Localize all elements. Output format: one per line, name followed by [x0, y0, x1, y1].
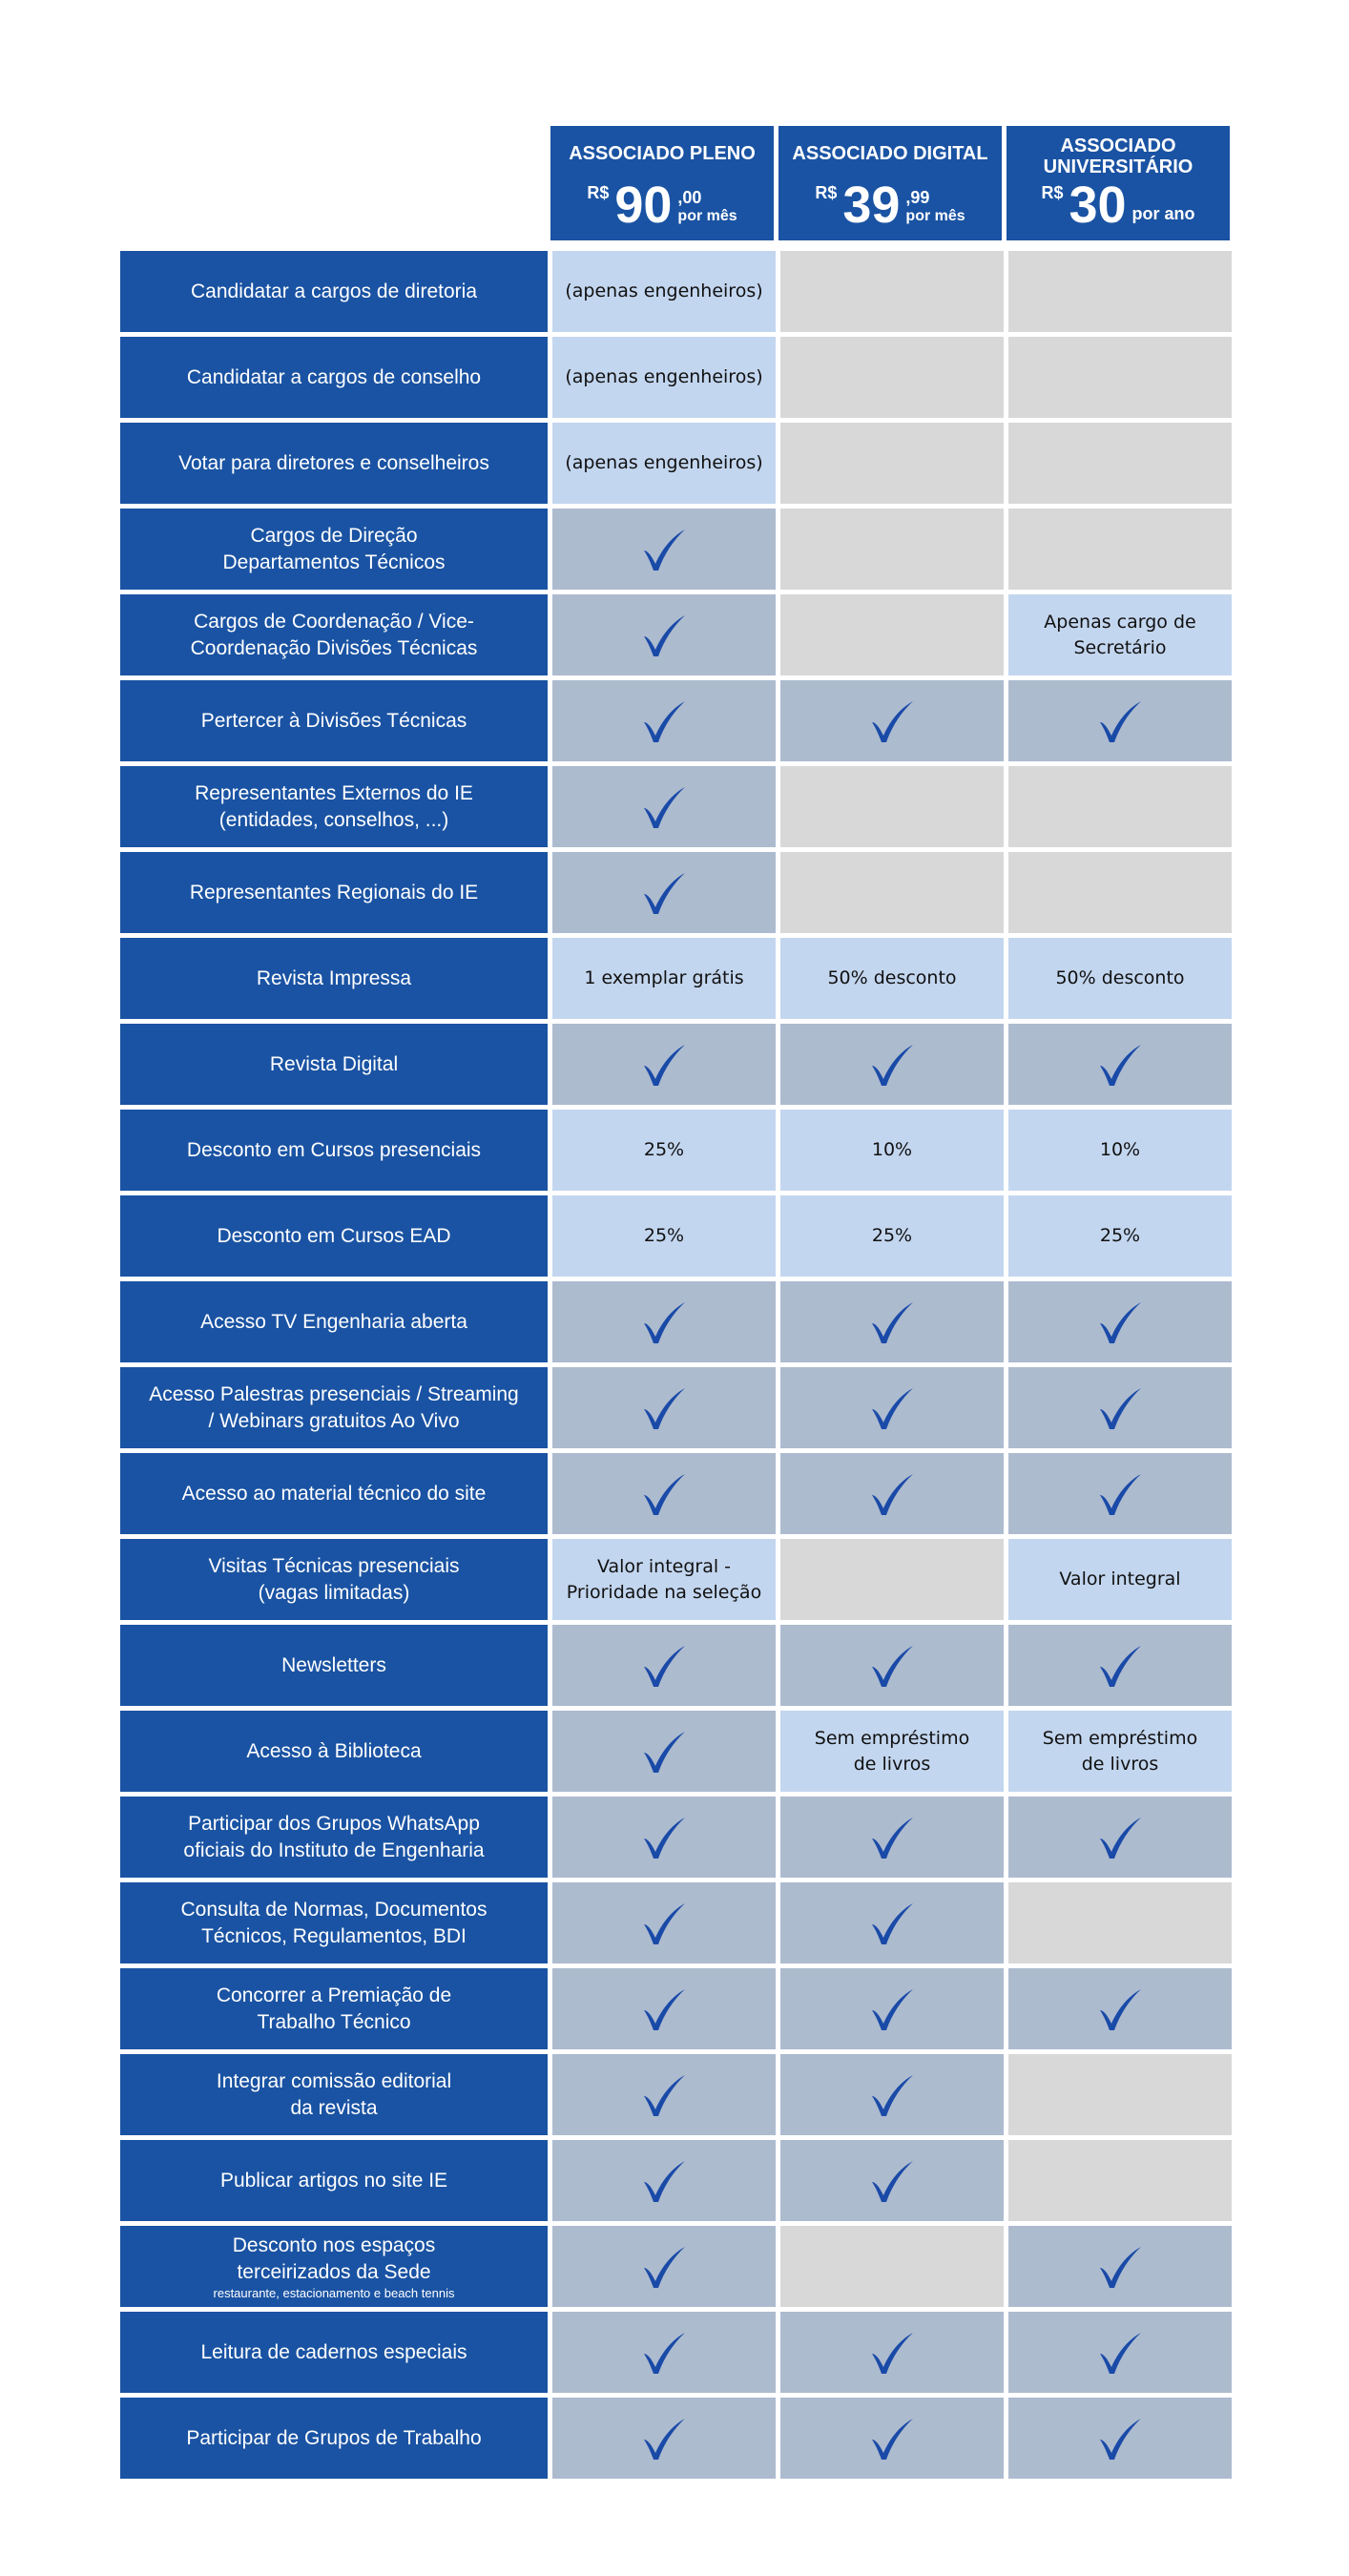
feature-label: [120, 337, 548, 418]
included-cell: [1008, 1968, 1232, 2049]
empty-cell: [1008, 509, 1232, 590]
empty-cell: [780, 1539, 1004, 1620]
cell-text: Sem empréstimo de livros: [1042, 1727, 1198, 1775]
checkmark-icon: [1095, 696, 1145, 746]
checkmark-icon: [1095, 1469, 1145, 1519]
included-cell: [780, 1968, 1004, 2049]
price-cents-period: [905, 187, 965, 231]
cell-text: 50% desconto: [1055, 967, 1185, 988]
cell-text: (apenas engenheiros): [565, 452, 763, 473]
plan-header-digital: [778, 126, 1002, 240]
included-cell: [780, 1453, 1004, 1534]
plan-price: [1007, 177, 1230, 234]
feature-text: Acesso TV Engenharia aberta: [200, 1310, 467, 1333]
value-cell: [1008, 938, 1232, 1019]
included-cell: [1008, 1024, 1232, 1105]
checkmark-icon: [639, 2414, 689, 2463]
included-cell: [552, 766, 776, 847]
feature-label: [120, 1968, 548, 2049]
included-cell: [1008, 1367, 1232, 1448]
plan-header-row: [550, 126, 1230, 240]
checkmark-icon: [1095, 2414, 1145, 2463]
cell-text: (apenas engenheiros): [565, 366, 763, 387]
value-cell: [552, 251, 776, 332]
feature-text: Publicar artigos no site IE: [219, 2169, 448, 2192]
included-cell: [552, 1453, 776, 1534]
benefits-table: [120, 251, 1230, 2479]
cell-text: 10%: [871, 1139, 913, 1160]
feature-label: [120, 2312, 548, 2393]
checkmark-icon: [867, 2070, 917, 2120]
checkmark-icon: [639, 868, 689, 918]
plan-name: ASSOCIADO PLENO: [569, 143, 756, 164]
feature-label: [120, 1110, 548, 1191]
price-cents: ,00: [677, 188, 702, 207]
feature-text: Concorrer a Premiação de Trabalho Técnico: [216, 1984, 452, 2033]
checkmark-icon: [639, 1469, 689, 1519]
included-cell: [780, 1367, 1004, 1448]
checkmark-icon: [867, 1469, 917, 1519]
plan-name: ASSOCIADO DIGITAL: [792, 143, 988, 164]
checkmark-icon: [867, 696, 917, 746]
feature-text: Votar para diretores e conselheiros: [178, 451, 489, 474]
included-cell: [1008, 1281, 1232, 1362]
checkmark-icon: [867, 2328, 917, 2378]
empty-cell: [780, 852, 1004, 933]
cell-text: Sem empréstimo de livros: [814, 1727, 970, 1775]
checkmark-icon: [639, 1727, 689, 1776]
price-amount: 90: [614, 177, 673, 234]
included-cell: [780, 2312, 1004, 2393]
checkmark-icon: [639, 1298, 689, 1347]
checkmark-icon: [867, 1298, 917, 1347]
feature-text: Integrar comissão editorial da revista: [216, 2069, 452, 2119]
value-cell: [552, 423, 776, 504]
checkmark-icon: [639, 525, 689, 574]
included-cell: [1008, 2226, 1232, 2307]
value-cell: [1008, 1195, 1232, 1277]
value-cell: [1008, 1711, 1232, 1792]
feature-label: [120, 2054, 548, 2135]
checkmark-icon: [867, 1040, 917, 1090]
checkmark-icon: [639, 2156, 689, 2206]
plan-price: [550, 177, 774, 234]
checkmark-icon: [639, 611, 689, 660]
included-cell: [552, 2054, 776, 2135]
feature-text: Pertercer à Divisões Técnicas: [200, 709, 467, 732]
value-cell: [1008, 594, 1232, 675]
feature-text: Desconto nos espaços terceirizados da Sede: [232, 2234, 436, 2283]
cell-text: 25%: [1099, 1225, 1141, 1246]
feature-text: Cargos de Direção Departamentos Técnicos: [222, 524, 446, 573]
value-cell: [552, 1195, 776, 1277]
feature-label: [120, 2226, 548, 2307]
price-period: por mês: [677, 208, 737, 224]
plan-header-universitario: [1007, 126, 1230, 240]
empty-cell: [780, 509, 1004, 590]
plan-price: [778, 177, 1002, 234]
feature-label: [120, 1367, 548, 1448]
value-cell: [780, 1110, 1004, 1191]
feature-text: Desconto em Cursos presenciais: [186, 1138, 482, 1161]
price-currency: R$: [1041, 183, 1064, 202]
checkmark-icon: [639, 2242, 689, 2292]
feature-label: [120, 852, 548, 933]
included-cell: [552, 1711, 776, 1792]
included-cell: [552, 680, 776, 761]
cell-text: 25%: [643, 1225, 685, 1246]
price-cents: ,99: [905, 188, 930, 207]
value-cell: [780, 1711, 1004, 1792]
included-cell: [552, 1882, 776, 1963]
included-cell: [552, 852, 776, 933]
feature-text: Leitura de cadernos especiais: [200, 2340, 467, 2363]
empty-cell: [780, 423, 1004, 504]
empty-cell: [1008, 766, 1232, 847]
value-cell: [780, 938, 1004, 1019]
price-amount: 30: [1069, 177, 1127, 234]
checkmark-icon: [639, 1383, 689, 1433]
feature-label: [120, 1625, 548, 1706]
empty-cell: [1008, 1882, 1232, 1963]
plan-name: ASSOCIADO UNIVERSITÁRIO: [1043, 135, 1193, 177]
feature-label: [120, 2398, 548, 2479]
checkmark-icon: [639, 1813, 689, 1862]
included-cell: [552, 509, 776, 590]
empty-cell: [780, 766, 1004, 847]
value-cell: [552, 1539, 776, 1620]
checkmark-icon: [867, 1984, 917, 2034]
empty-cell: [780, 337, 1004, 418]
empty-cell: [1008, 337, 1232, 418]
value-cell: [552, 337, 776, 418]
price-currency: R$: [587, 183, 610, 202]
feature-text: Visitas Técnicas presenciais (vagas limitadas): [208, 1554, 460, 1604]
price-cents-period: [677, 187, 737, 231]
cell-text: 25%: [643, 1139, 685, 1160]
checkmark-icon: [867, 2414, 917, 2463]
feature-text: Candidatar a cargos de conselho: [186, 365, 482, 388]
empty-cell: [1008, 2140, 1232, 2221]
feature-text: Cargos de Coordenação / Vice- Coordenação Divisões Técnicas: [190, 610, 478, 659]
feature-label: [120, 509, 548, 590]
checkmark-icon: [639, 1984, 689, 2034]
value-cell: [780, 1195, 1004, 1277]
feature-text: Consulta de Normas, Documentos Técnicos, Regulamentos, BDI: [180, 1898, 488, 1947]
included-cell: [780, 1024, 1004, 1105]
included-cell: [1008, 1453, 1232, 1534]
included-cell: [552, 1625, 776, 1706]
included-cell: [552, 1281, 776, 1362]
feature-label: [120, 1195, 548, 1277]
feature-label: [120, 938, 548, 1019]
included-cell: [552, 594, 776, 675]
empty-cell: [1008, 251, 1232, 332]
value-cell: [552, 938, 776, 1019]
included-cell: [1008, 2312, 1232, 2393]
included-cell: [1008, 1625, 1232, 1706]
feature-label: [120, 1024, 548, 1105]
feature-label: [120, 1882, 548, 1963]
included-cell: [552, 1367, 776, 1448]
included-cell: [552, 1797, 776, 1878]
included-cell: [780, 1882, 1004, 1963]
included-cell: [780, 1281, 1004, 1362]
empty-cell: [1008, 423, 1232, 504]
feature-label: [120, 680, 548, 761]
checkmark-icon: [1095, 1383, 1145, 1433]
feature-text: Acesso Palestras presenciais / Streaming / Webinars gratuitos Ao Vivo: [149, 1382, 519, 1432]
feature-label: [120, 594, 548, 675]
checkmark-icon: [1095, 1813, 1145, 1862]
checkmark-icon: [867, 1641, 917, 1691]
empty-cell: [780, 251, 1004, 332]
checkmark-icon: [639, 1040, 689, 1090]
feature-label: [120, 2140, 548, 2221]
cell-text: Apenas cargo de Secretário: [1044, 611, 1196, 658]
feature-label: [120, 1453, 548, 1534]
checkmark-icon: [1095, 1984, 1145, 2034]
checkmark-icon: [1095, 1641, 1145, 1691]
checkmark-icon: [639, 1899, 689, 1948]
checkmark-icon: [639, 2328, 689, 2378]
value-cell: [1008, 1110, 1232, 1191]
empty-cell: [780, 594, 1004, 675]
cell-text: 50% desconto: [827, 967, 957, 988]
price-period: por mês: [905, 208, 965, 224]
included-cell: [1008, 680, 1232, 761]
price-amount: 39: [842, 177, 901, 234]
feature-text: Representantes Regionais do IE: [189, 881, 479, 904]
included-cell: [552, 1968, 776, 2049]
cell-text: 1 exemplar grátis: [584, 967, 744, 988]
feature-label: [120, 1281, 548, 1362]
checkmark-icon: [867, 1383, 917, 1433]
included-cell: [552, 2226, 776, 2307]
empty-cell: [1008, 852, 1232, 933]
included-cell: [780, 2054, 1004, 2135]
included-cell: [780, 2398, 1004, 2479]
included-cell: [552, 2140, 776, 2221]
feature-text: Newsletters: [281, 1653, 386, 1676]
included-cell: [552, 2312, 776, 2393]
feature-text: Participar de Grupos de Trabalho: [186, 2426, 482, 2449]
checkmark-icon: [867, 1813, 917, 1862]
included-cell: [552, 1024, 776, 1105]
included-cell: [780, 1797, 1004, 1878]
feature-label: [120, 1539, 548, 1620]
included-cell: [780, 1625, 1004, 1706]
feature-text: Desconto em Cursos EAD: [217, 1224, 451, 1247]
feature-text: Revista Impressa: [256, 966, 412, 989]
feature-text: Revista Digital: [269, 1052, 399, 1075]
empty-cell: [780, 2226, 1004, 2307]
value-cell: [1008, 1539, 1232, 1620]
price-period: por ano: [1131, 204, 1195, 223]
cell-text: Valor integral: [1059, 1568, 1181, 1589]
checkmark-icon: [1095, 1298, 1145, 1347]
checkmark-icon: [1095, 2328, 1145, 2378]
included-cell: [780, 2140, 1004, 2221]
checkmark-icon: [1095, 1040, 1145, 1090]
included-cell: [1008, 2398, 1232, 2479]
checkmark-icon: [639, 2070, 689, 2120]
included-cell: [552, 2398, 776, 2479]
feature-text: Participar dos Grupos WhatsApp oficiais do Instituto de Engenharia: [183, 1812, 485, 1861]
cell-text: (apenas engenheiros): [565, 280, 763, 301]
cell-text: 25%: [871, 1225, 913, 1246]
feature-text: Acesso à Biblioteca: [246, 1739, 422, 1762]
feature-label: [120, 423, 548, 504]
feature-label: [120, 251, 548, 332]
empty-cell: [1008, 2054, 1232, 2135]
checkmark-icon: [1095, 2242, 1145, 2292]
feature-note: restaurante, estacionamento e beach tennis: [213, 2286, 455, 2300]
cell-text: Valor integral - Prioridade na seleção: [566, 1555, 762, 1603]
included-cell: [1008, 1797, 1232, 1878]
included-cell: [780, 680, 1004, 761]
feature-label: [120, 766, 548, 847]
checkmark-icon: [867, 2156, 917, 2206]
feature-text: Acesso ao material técnico do site: [181, 1482, 487, 1505]
cell-text: 10%: [1099, 1139, 1141, 1160]
feature-text: Candidatar a cargos de diretoria: [190, 280, 477, 302]
checkmark-icon: [639, 696, 689, 746]
plan-header-pleno: [550, 126, 774, 240]
checkmark-icon: [867, 1899, 917, 1948]
price-currency: R$: [815, 183, 838, 202]
feature-label: [120, 1711, 548, 1792]
checkmark-icon: [639, 1641, 689, 1691]
checkmark-icon: [639, 782, 689, 832]
value-cell: [552, 1110, 776, 1191]
feature-label: [120, 1797, 548, 1878]
feature-text: Representantes Externos do IE (entidades, conselhos, ...): [195, 781, 473, 831]
